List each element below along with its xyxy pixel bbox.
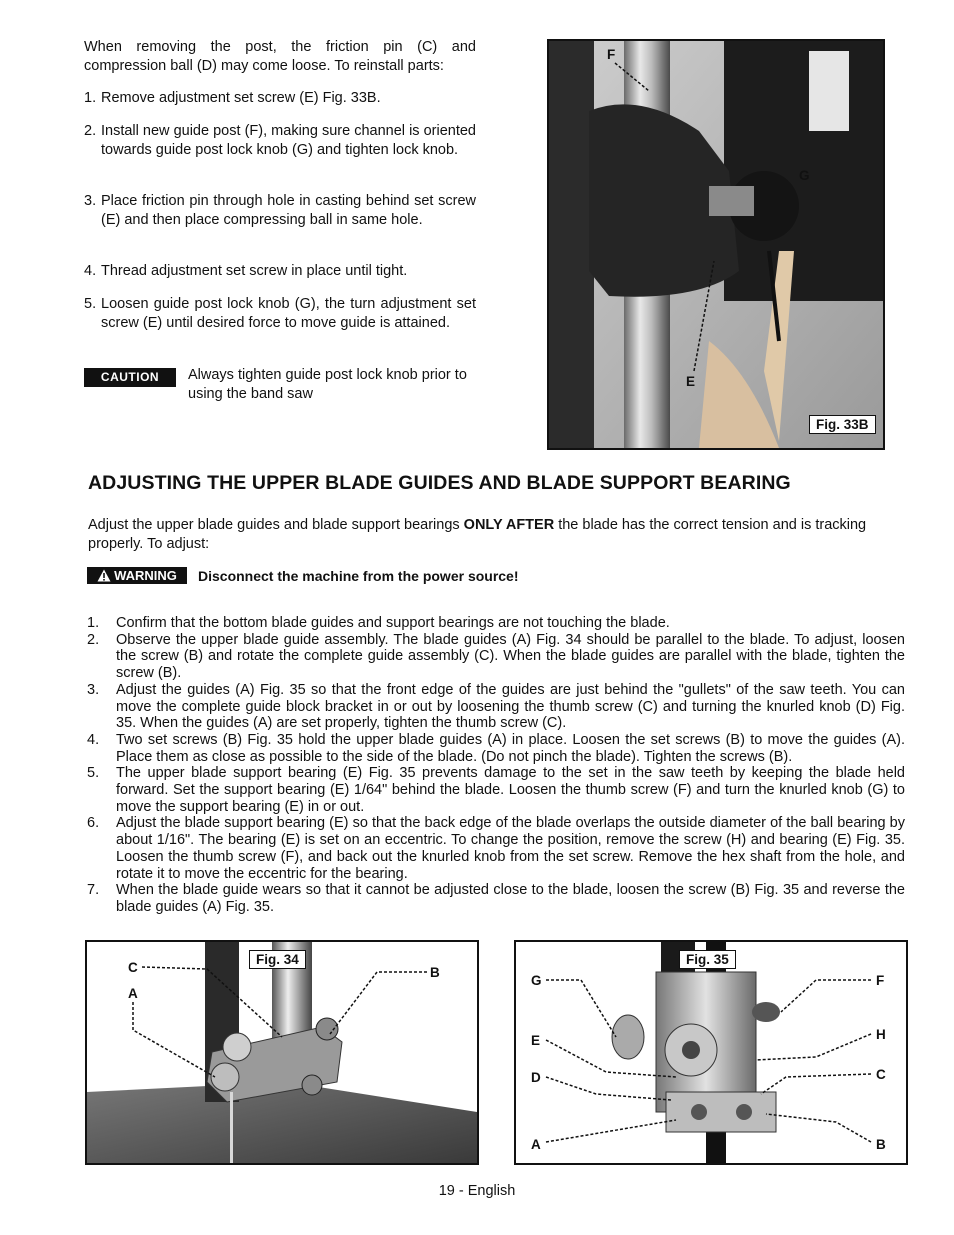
leader-c: [142, 967, 282, 1037]
list-item: [87, 765, 905, 815]
intro-step: [84, 89, 476, 108]
callout-c: C: [876, 1067, 886, 1082]
item-text: When the blade guide wears so that it cannot be adjusted close to the blade, loosen the screw (B) Fig. 35 and reverse the blade guides (A) Fig. 35.: [116, 882, 905, 915]
section-intro-b: the blade has the correct tension and is tracking properly. To adjust:: [88, 517, 867, 552]
item-text: Two set screws (B) Fig. 35 hold the upper blade guides (A) in place. Loosen the set screws (B) to move the guides (A). Place them as close as possible to the side of the blade. (Do not pinch the blade). Tighten the screws (B).: [116, 731, 905, 765]
section-heading: ADJUSTING THE UPPER BLADE GUIDES AND BLADE SUPPORT BEARING: [88, 472, 791, 494]
item-text: Confirm that the bottom blade guides and support bearings are not touching the blade.: [116, 615, 670, 631]
callout-a: A: [531, 1137, 541, 1152]
list-item: [87, 682, 905, 732]
callout-g: G: [799, 168, 810, 183]
warning-triangle-icon: [97, 569, 111, 582]
fig-34-leaders: [87, 942, 477, 1163]
callout-f: F: [876, 973, 885, 988]
step-number: 3.: [84, 193, 97, 209]
warning-text: Disconnect the machine from the power source!: [198, 568, 519, 584]
fig-33b-photo: [547, 39, 885, 450]
intro-step: [84, 122, 476, 159]
step-text: Install new guide post (F), making sure channel is oriented towards guide post lock knob (G) and tighten lock knob.: [101, 123, 476, 158]
item-number: 7.: [87, 882, 100, 899]
callout-e: E: [531, 1033, 541, 1048]
step-text: Thread adjustment set screw in place until tight.: [101, 263, 408, 279]
step-number: 4.: [84, 263, 97, 279]
leader-g: [546, 980, 616, 1037]
fig-35-label: Fig. 35: [679, 950, 736, 969]
list-item: [87, 615, 905, 632]
leader-f: [781, 980, 871, 1012]
section-intro-a: Adjust the upper blade guides and blade support bearings: [88, 517, 464, 533]
callout-f: F: [607, 47, 616, 62]
leader-e: [694, 261, 714, 371]
list-item: [87, 815, 905, 882]
intro-step: [84, 262, 476, 281]
step-text: Loosen guide post lock knob (G), the turn adjustment set screw (E) until desired force to move guide is attained.: [101, 296, 476, 331]
leader-c: [761, 1074, 871, 1094]
item-number: 5.: [87, 765, 100, 782]
section-intro-bold: ONLY AFTER: [463, 517, 555, 533]
item-number: 3.: [87, 681, 100, 698]
fig-33b-label: Fig. 33B: [809, 415, 876, 434]
leader-h: [756, 1034, 871, 1060]
step-number: 1.: [84, 90, 97, 106]
callout-e: E: [686, 374, 696, 389]
warning-label: WARNING: [114, 568, 177, 583]
caution-badge: CAUTION: [84, 368, 176, 387]
intro-step: [84, 192, 476, 229]
leader-a: [133, 1002, 215, 1077]
item-number: 1.: [87, 615, 100, 631]
step-text: Remove adjustment set screw (E) Fig. 33B.: [101, 90, 381, 106]
caution-text: Always tighten guide post lock knob prior to using the band saw: [188, 367, 467, 402]
callout-b: B: [430, 965, 440, 980]
step-number: 5.: [84, 296, 97, 312]
leader-d: [546, 1077, 671, 1100]
callout-c: C: [128, 960, 138, 975]
step-number: 2.: [84, 123, 97, 139]
list-item: [87, 632, 905, 682]
step-text: Place friction pin through hole in casting behind set screw (E) and then place compressing ball in same hole.: [101, 193, 476, 228]
section-intro: [88, 516, 906, 553]
item-number: 6.: [87, 815, 100, 832]
procedure-list: [87, 615, 905, 916]
leader-b: [766, 1114, 871, 1142]
item-text: Adjust the blade support bearing (E) so that the back edge of the blade overlaps the outside diameter of the ball bearing by about 1/16". The bearing (E) is set on an eccentric. To change the position, remove the screw (H) and bearing (E) Fig. 35. Loosen the thumb screw (F), and back out the knurled knob from the set screw. Remove the hex shaft from the hole, and rotate it to move the eccentric for the bearing.: [116, 815, 905, 882]
fig-34-label: Fig. 34: [249, 950, 306, 969]
item-text: The upper blade support bearing (E) Fig. 35 prevents damage to the set in the saw teeth by keeping the blade held forward. Set the support bearing (E) 1/64" behind the blade. Loosen the thumb screw (F) and turn the knurled knob (G) to move the support bearing (E) in or out.: [116, 765, 905, 815]
callout-a: A: [128, 986, 138, 1001]
leader-a: [546, 1120, 676, 1142]
intro-step: [84, 295, 476, 332]
warning-badge: [87, 567, 187, 584]
item-number: 2.: [87, 631, 100, 648]
leader-b: [330, 972, 427, 1034]
callout-h: H: [876, 1027, 886, 1042]
intro-paragraph: When removing the post, the friction pin (C) and compression ball (D) may come loose. To reinstall parts:: [84, 39, 476, 74]
item-text: Adjust the guides (A) Fig. 35 so that the front edge of the guides are just behind the "gullets" of the saw teeth. You can move the complete guide block bracket in or out by loosening the thumb screw (C) and turning the knurled knob (D) Fig. 35. When the guides (A) are set properly, tighten the thumb screw (C).: [116, 681, 905, 732]
list-item: [87, 882, 905, 915]
item-number: 4.: [87, 731, 100, 748]
leader-f: [615, 63, 649, 91]
fig-34-photo: [85, 940, 479, 1165]
leader-e: [546, 1040, 676, 1077]
item-text: Observe the upper blade guide assembly. The blade guides (A) Fig. 34 should be parallel to the blade. To adjust, loosen the screw (B) and rotate the complete guide assembly (C). When the blade guides are parallel with the blade, tighten the screw (B).: [116, 631, 905, 682]
fig-35-photo: [514, 940, 908, 1165]
page-number: 19 - English: [438, 1183, 516, 1199]
fig-33b-leaders: [549, 41, 883, 448]
fig-35-leaders: [516, 942, 906, 1163]
callout-b: B: [876, 1137, 886, 1152]
list-item: [87, 732, 905, 765]
callout-d: D: [531, 1070, 541, 1085]
callout-g: G: [531, 973, 542, 988]
